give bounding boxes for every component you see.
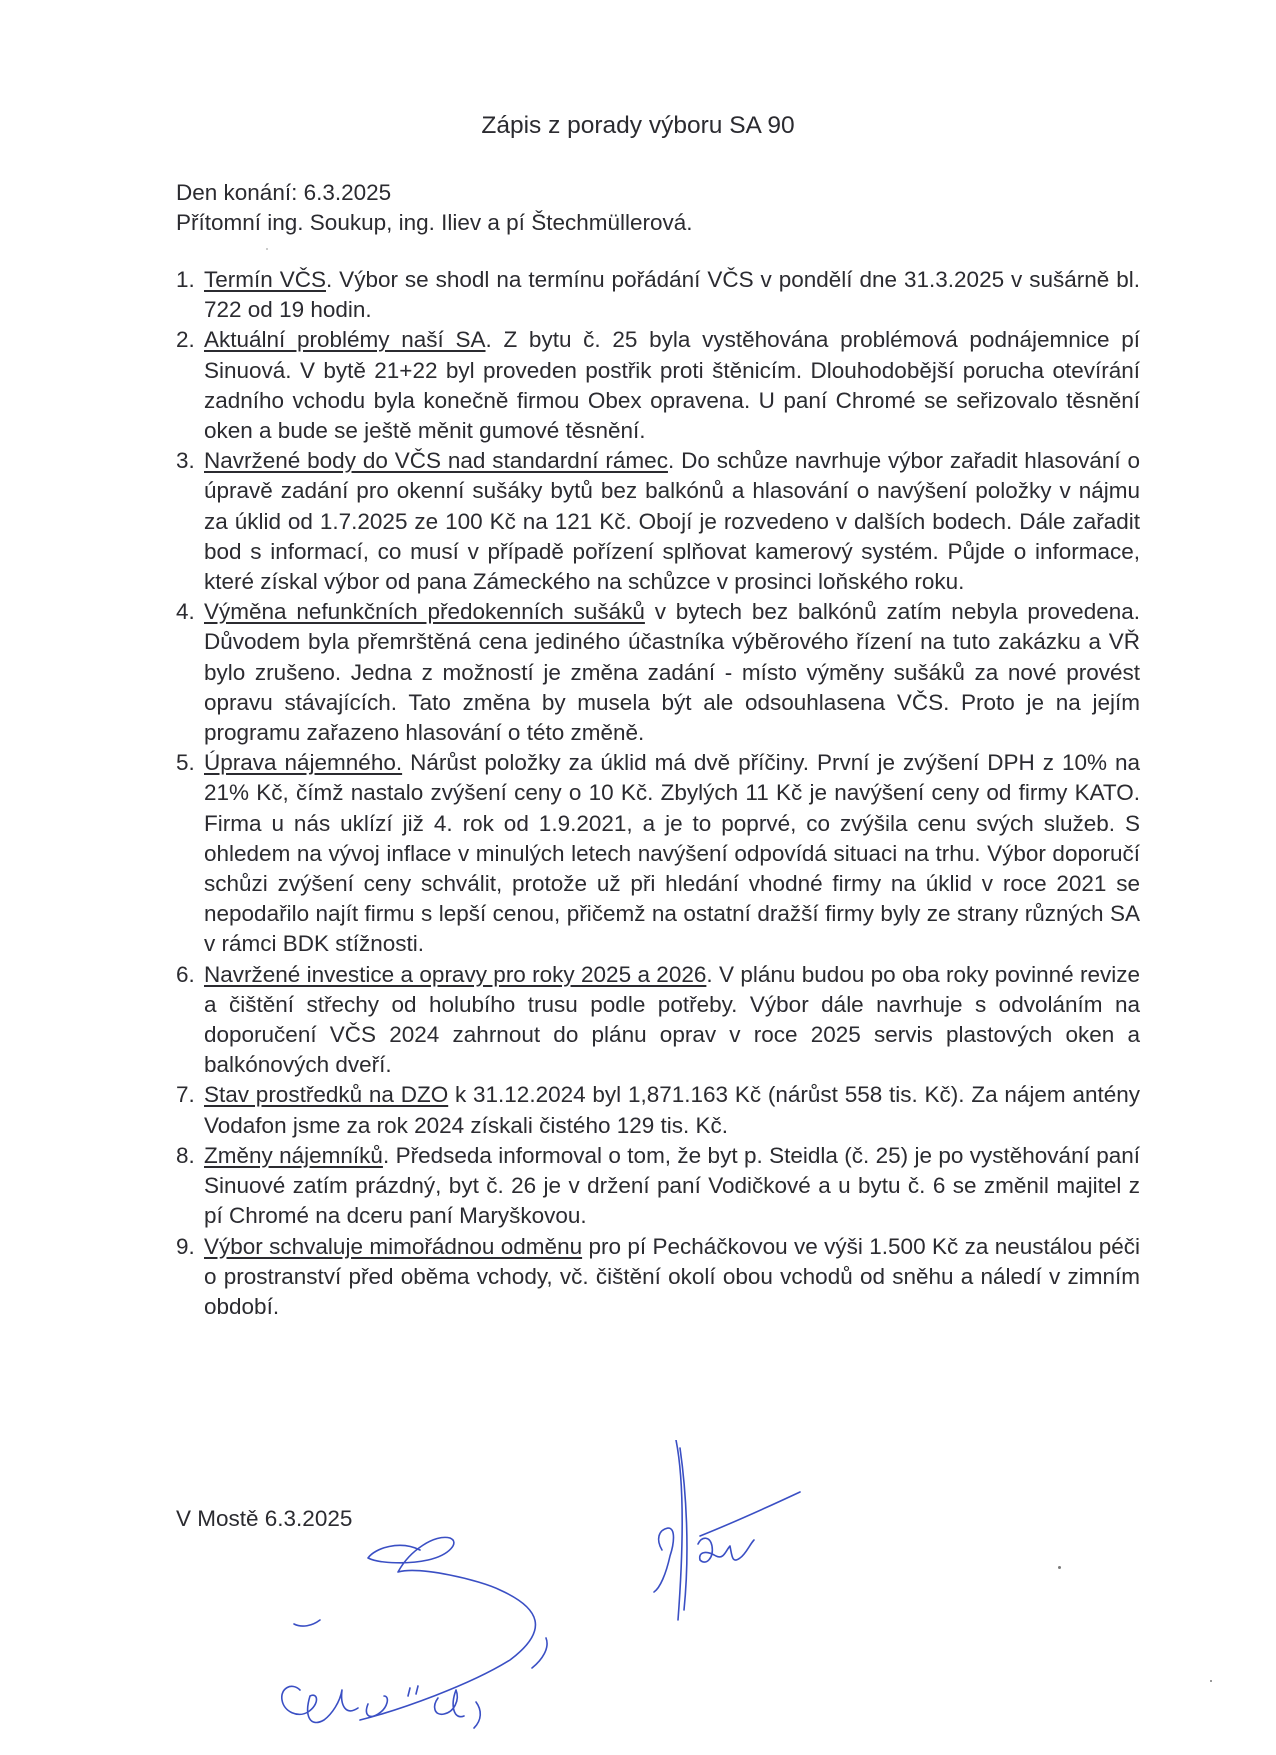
scan-speck [266,248,268,250]
agenda-item [176,597,1140,748]
agenda-item [176,1141,1140,1232]
item-text: pro pí Pecháčkovou ve výši 1.500 Kč za neustálou péči o prostranství před oběma vchody, vč. čištění okolí obou vchodů od sněhu a náledí v zimním období. [204,1233,1140,1319]
meeting-info [176,178,693,238]
item-heading: Navržené investice a opravy pro roky 2025 a 2026 [204,961,707,987]
item-text: Nárůst položky za úklid má dvě příčiny. První je zvýšení DPH z 10% na 21% Kč, čímž nastalo zvýšení ceny o 10 Kč. Zbylých 11 Kč je navýšení ceny od firmy KATO. Firma u nás uklízí již 4. rok od 1.9.2021, a je to poprvé, co zvýšila cenu svých služeb. S ohledem na vývoj inflace v minulých letech navýšení odpovídá situaci na trhu. Výbor doporučí schůzi zvýšení ceny schválit, protože už při hledání vhodné firmy na úklid v roce 2021 se nepodařilo najít firmu s lepší cenou, přičemž na ostatní dražší firmy byly ze strany různých SA v rámci BDK stížnosti. [204,750,1140,957]
document-title: Zápis z porady výboru SA 90 [481,112,795,139]
item-number: 3. [176,448,195,474]
signature-left [250,1520,610,1740]
item-text: . Z bytu č. 25 byla vystěhována problémová podnájemnice pí Sinuová. V bytě 21+22 byl proveden postřik proti štěnicím. Dlouhodobější porucha otevírání zadního vchodu byla konečně firmou Obex opravena. U paní Chromé se seřizovalo těsnění oken a bude se ještě měnit gumové těsnění. [204,327,1140,444]
item-text: k 31.12.2024 byl 1,871.163 Kč (nárůst 558 tis. Kč). Za nájem antény Vodafon jsme za rok 2024 získali čistého 129 tis. Kč. [204,1082,1140,1138]
item-heading: Změny nájemníků [204,1142,383,1168]
agenda-item [176,960,1140,1081]
agenda-item [176,265,1140,325]
item-number: 1. [176,267,195,292]
scan-speck [1058,1566,1061,1569]
item-text: . V plánu budou po oba roky povinné revize a čištění střechy od holubího trusu podle potřeby. Výbor dále navrhuje s odvoláním na doporučení VČS 2024 zahrnout do plánu oprav v roce 2025 servis plastových oken a balkónových dveří. [204,961,1140,1078]
item-heading: Stav prostředků na DZO [204,1082,449,1108]
item-number: 6. [176,961,195,987]
scan-speck [1210,1680,1212,1682]
item-heading: Výbor schvaluje mimořádnou odměnu [204,1233,583,1259]
item-text: v bytech bez balkónů zatím nebyla provedena. Důvodem byla přemrštěná cena jediného účastníka výběrového řízení na tuto zakázku a VŘ bylo zrušeno. Jedna z možností je změna zadání - místo výměny sušáků za nové provést opravu stávajících. Tato změna by musela být ale odsouhlasena VČS. Proto je na jejím programu zařazeno hlasování o této změně. [204,599,1140,746]
item-text: . Výbor se shodl na termínu pořádání VČS v pondělí dne 31.3.2025 v sušárně bl. 722 od 19 hodin. [204,267,1140,323]
item-number: 7. [176,1082,195,1108]
signature-right [640,1440,820,1630]
item-heading: Termín VČS [204,267,326,292]
agenda-list [176,265,1140,1322]
item-number: 2. [176,327,195,353]
item-text: . Do schůze navrhuje výbor zařadit hlasování o úpravě zadání pro okenní sušáky bytů bez balkónů a hlasování o navýšení položky v nájmu za úklid od 1.7.2025 ze 100 Kč na 121 Kč. Obojí je rozvedeno v dalších bodech. Dále zařadit bod s informací, co musí v případě pořízení splňovat kamerový systém. Půjde o informace, které získal výbor od pana Zámeckého na schůzce v prosinci loňského roku. [204,448,1140,595]
item-text: . Předseda informoval o tom, že byt p. Steidla (č. 25) je po vystěhování paní Sinuové zatím prázdný, byt č. 26 je v držení paní Vodičkové a u bytu č. 6 se změnil majitel z pí Chromé na dceru paní Maryškovou. [204,1142,1140,1229]
agenda-item [176,325,1140,446]
item-number: 5. [176,750,195,776]
agenda-item [176,446,1140,597]
item-heading: Aktuální problémy naší SA [204,327,486,353]
place-and-date: V Mostě 6.3.2025 [176,1506,353,1531]
item-number: 9. [176,1233,195,1259]
item-heading: Výměna nefunkčních předokenních sušáků [204,599,645,625]
item-heading: Úprava nájemného. [204,750,403,776]
agenda-item [176,1232,1140,1323]
attendees: Přítomní ing. Soukup, ing. Iliev a pí Štechmüllerová. [176,210,693,235]
item-number: 4. [176,599,195,625]
item-heading: Navržené body do VČS nad standardní rámec [204,448,668,474]
agenda-item [176,748,1140,959]
item-number: 8. [176,1142,195,1168]
agenda-item [176,1080,1140,1140]
meeting-date: Den konání: 6.3.2025 [176,180,392,205]
